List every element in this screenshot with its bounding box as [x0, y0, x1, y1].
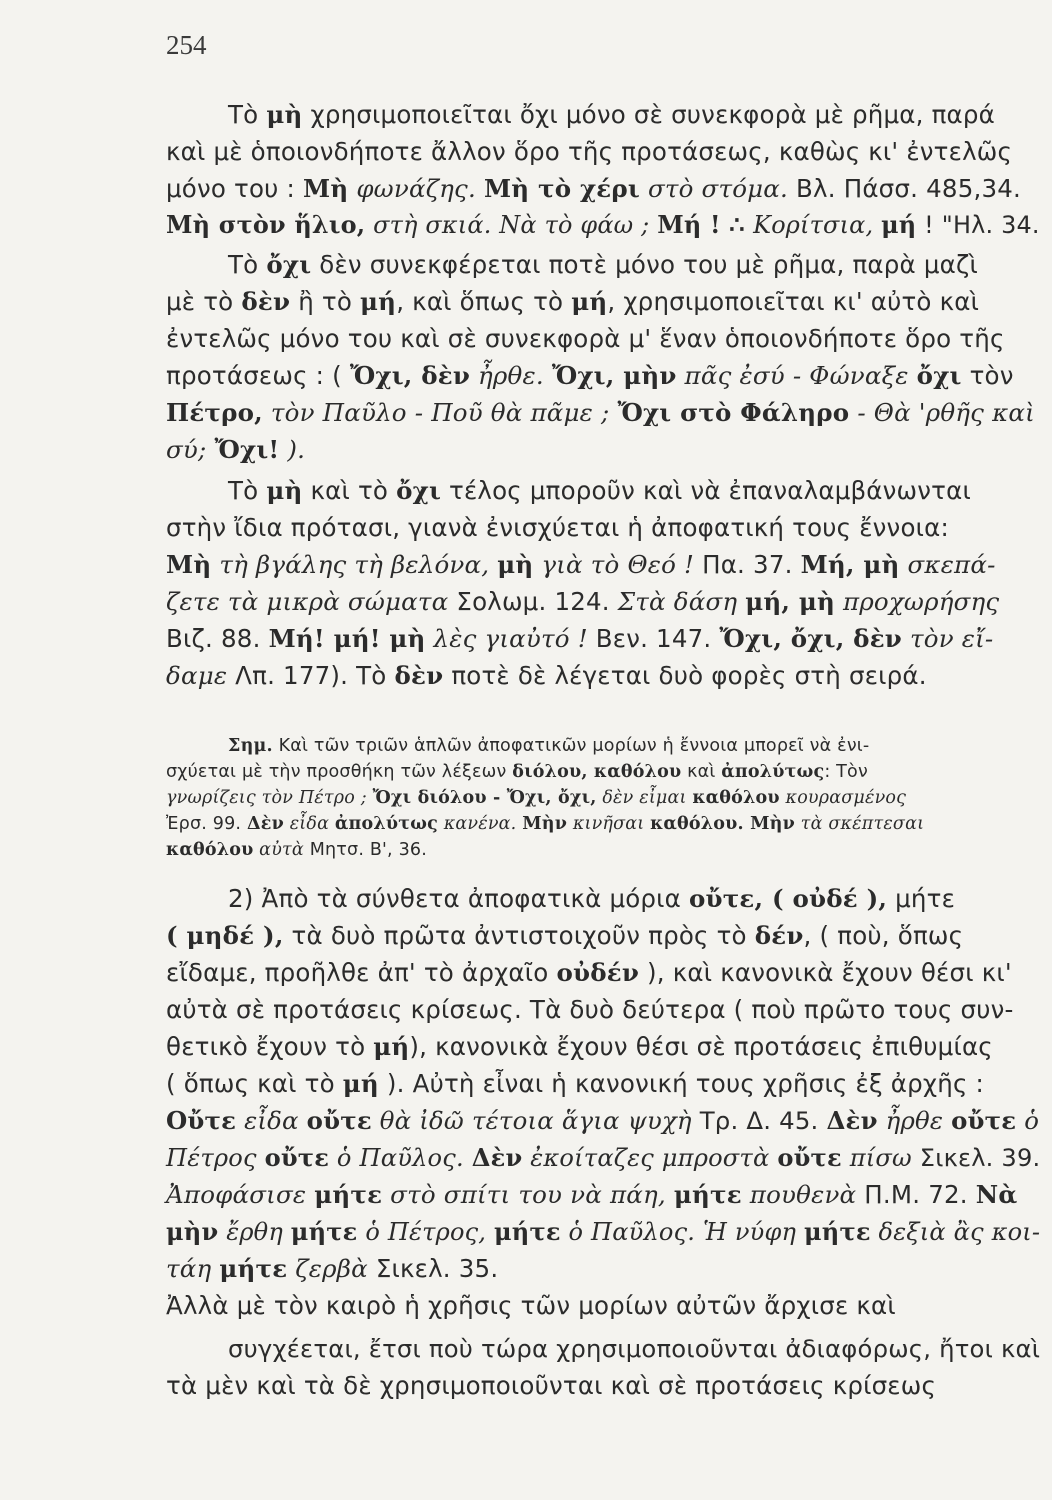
- text-line: [166, 1291, 896, 1320]
- italic-text: αὐτὰ: [253, 840, 310, 860]
- note-line: [166, 814, 924, 834]
- bold-text: ὄχι: [916, 361, 962, 390]
- bold-text: μή, μὴ: [745, 587, 836, 616]
- bold-text: μή: [881, 211, 917, 239]
- text-line: [228, 250, 978, 279]
- bold-text: δὲν: [241, 287, 291, 316]
- bold-text: Δὲν: [826, 1106, 878, 1135]
- bold-text: Νὰ: [975, 1180, 1018, 1209]
- italic-text: λὲς γιαὐτό !: [425, 624, 596, 653]
- text-run: Μητσ. Β', 36.: [309, 840, 428, 860]
- text-line: [166, 550, 996, 579]
- italic-text: δὲν εἶμαι: [596, 788, 693, 808]
- italic-text: ἐκοίταζες μπροστὰ: [522, 1144, 778, 1172]
- italic-text: κινῆσαι: [567, 814, 651, 834]
- bold-text: Ὄχι, μὴν: [551, 361, 677, 390]
- text-run: Βλ. Πάσσ. 485,34.: [796, 174, 1022, 203]
- text-line: [166, 1180, 1017, 1209]
- note-line: [166, 788, 906, 808]
- bold-text: μήτε: [290, 1217, 358, 1246]
- italic-text: τὴ βγάλης τὴ βελόνα,: [211, 550, 498, 579]
- italic-text: γιὰ τὸ Θεό !: [533, 550, 703, 579]
- italic-text: ὁ Παῦλος.: [329, 1144, 472, 1172]
- text-run: μήτε: [887, 884, 956, 913]
- bold-text: Πέτρο,: [166, 398, 263, 427]
- text-run: καὶ: [681, 762, 722, 782]
- bold-text: μήτε: [673, 1180, 742, 1209]
- text-run: τὸν: [961, 361, 1014, 390]
- italic-text: σκεπά-: [899, 550, 996, 579]
- text-line: [166, 287, 979, 316]
- italic-text: Στὰ δάση: [617, 587, 746, 616]
- text-run: 2) Ἀπὸ τὰ σύνθετα ἀποφατικὰ μόρια: [228, 884, 689, 913]
- text-line: [166, 398, 1035, 427]
- bold-text: ἀπολύτως: [721, 762, 825, 782]
- text-line: [166, 174, 1021, 203]
- text-run: σχύεται μὲ τὴν προσθήκη τῶν λέξεων: [166, 762, 513, 782]
- italic-text: Κορίτσια,: [753, 211, 882, 239]
- bold-text: Δὲν: [471, 1143, 523, 1172]
- bold-text: Μή ! ∴: [657, 211, 754, 239]
- text-line: [166, 211, 1040, 239]
- bold-text: Μὴν: [522, 814, 568, 834]
- bold-text: ἀπολύτως: [334, 814, 438, 834]
- bold-text: Μή! μή! μὴ: [268, 624, 426, 653]
- text-run: Τρ. Δ. 45.: [699, 1106, 827, 1135]
- bold-text: μὴ: [497, 550, 534, 579]
- text-line: [228, 1334, 1040, 1363]
- bold-text: μή: [373, 1032, 410, 1061]
- italic-text: γνωρίζεις τὸν Πέτρο ;: [166, 788, 373, 808]
- text-run: Σολωμ. 124.: [456, 587, 618, 616]
- text-run: ποτὲ δὲ λέγεται δυὸ φορὲς στὴ σειρά.: [443, 661, 927, 690]
- bold-text: μήτε: [803, 1217, 871, 1246]
- italic-text: ἦρθε.: [470, 361, 552, 390]
- text-run: Σικελ. 39.: [919, 1144, 1041, 1172]
- bold-text: οὔτε: [777, 1143, 842, 1172]
- bold-text: καθόλου: [692, 788, 780, 808]
- note-line: [166, 762, 868, 782]
- bold-text: μή: [571, 287, 608, 316]
- italic-text: ζερβὰ: [287, 1254, 376, 1283]
- italic-text: Πέτρος: [166, 1144, 265, 1172]
- italic-text: ὁ Παῦλος. Ἡ νύφη: [560, 1218, 804, 1246]
- bold-text: Μὴ: [166, 550, 212, 579]
- bold-text: Σημ.: [228, 736, 273, 756]
- bold-text: μήτε: [494, 1217, 561, 1246]
- text-line: [166, 1032, 993, 1061]
- text-line: [166, 624, 993, 653]
- italic-text: ὁ Πέτρος,: [357, 1218, 494, 1246]
- text-run: προτάσεως : (: [166, 361, 350, 390]
- bold-text: ( μηδέ ),: [166, 921, 284, 950]
- text-run: ), καὶ κανονικὰ ἔχουν θέσι κι': [639, 958, 1012, 987]
- text-run: μόνο του :: [166, 174, 303, 203]
- italic-text: τὰ σκέπτεσαι: [794, 814, 925, 834]
- text-run: μὲ τὸ: [166, 287, 242, 316]
- text-run: αὐτὰ σὲ προτάσεις κρίσεως. Τὰ δυὸ δεύτερα ( ποὺ πρῶτο τους συν-: [166, 995, 1014, 1024]
- text-line: [166, 995, 1014, 1024]
- text-line: [166, 1254, 498, 1283]
- text-run: Σικελ. 35.: [375, 1254, 499, 1283]
- bold-text: Μὴ τὸ χέρι: [483, 174, 640, 203]
- text-run: ! "Ηλ. 34.: [916, 211, 1040, 239]
- note-line: [228, 736, 869, 756]
- text-run: Τὸ: [228, 100, 267, 129]
- text-line: [228, 100, 995, 129]
- italic-text: στὸ στόμα.: [639, 174, 797, 203]
- text-run: Τὸ: [228, 250, 267, 279]
- text-run: εἴδαμε, προῆλθε ἀπ' τὸ ἀρχαῖο: [166, 958, 557, 987]
- text-run: ἐντελῶς μόνο του καὶ σὲ συνεκφορὰ μ' ἕναν ὁποιονδήποτε ὅρο τῆς: [166, 324, 1005, 353]
- italic-text: ὁ: [1016, 1106, 1040, 1135]
- bold-text: ὄχι: [266, 250, 312, 279]
- italic-text: σύ;: [166, 435, 215, 464]
- text-line: [166, 1069, 984, 1098]
- text-line: [166, 435, 305, 464]
- text-run: τέλος μποροῦν καὶ νὰ ἐπαναλαμβάνωνται: [441, 476, 971, 505]
- text-run: τὰ δυὸ πρῶτα ἀντιστοιχοῦν πρὸς τὸ: [283, 921, 755, 950]
- bold-text: Δὲν: [246, 814, 284, 834]
- bold-text: οὔτε: [306, 1106, 372, 1135]
- text-line: [166, 661, 927, 690]
- italic-text: τάη: [166, 1254, 220, 1283]
- bold-text: οὔτε, ( οὐδέ ),: [689, 884, 888, 913]
- bold-text: Μὴ στὸν ἥλιο,: [166, 211, 366, 239]
- italic-text: εἶδα: [283, 814, 335, 834]
- text-run: Ἀλλὰ μὲ τὸν καιρὸ ἡ χρῆσις τῶν μορίων αὐτῶν ἄρχισε καὶ: [166, 1291, 896, 1320]
- text-run: Ἐρσ. 99.: [166, 814, 247, 834]
- text-run: Βιζ. 88.: [166, 624, 269, 653]
- italic-text: - Θὰ 'ρθῆς καὶ: [849, 398, 1035, 427]
- text-line: [166, 324, 1005, 353]
- text-run: τὰ μὲν καὶ τὰ δὲ χρησιμοποιοῦνται καὶ σὲ προτάσεις κρίσεως: [166, 1371, 937, 1400]
- text-line: [166, 513, 949, 542]
- italic-text: ἦρθε: [877, 1106, 952, 1135]
- text-run: Λπ. 177). Τὸ: [235, 661, 395, 690]
- italic-text: ).: [279, 435, 306, 464]
- bold-text: μὴ: [266, 476, 303, 505]
- bold-text: Ὄχι στὸ Φάληρο: [617, 398, 850, 427]
- text-line: [166, 1371, 936, 1400]
- bold-text: Μὴ: [303, 174, 349, 203]
- text-line: [166, 1217, 1040, 1246]
- text-run: καὶ μὲ ὁποιονδήποτε ἄλλον ὅρο τῆς προτάσεως, καθὼς κι' ἐντελῶς: [166, 137, 1013, 166]
- italic-text: στὴ σκιά. Νὰ τὸ φάω ;: [365, 211, 658, 239]
- text-run: Π.Μ. 72.: [864, 1180, 976, 1209]
- page-number: 254: [166, 30, 207, 60]
- italic-text: ζετε τὰ μικρὰ σώματα: [166, 587, 457, 616]
- italic-text: κανένα.: [437, 814, 523, 834]
- bold-text: οὔτε: [951, 1106, 1017, 1135]
- text-run: Πα. 37.: [702, 550, 801, 579]
- bold-text: Ὄχι, ὄχι, δὲν: [719, 624, 902, 653]
- bold-text: Ὄχι!: [214, 435, 280, 464]
- italic-text: τὸν Παῦλο - Ποῦ θὰ πᾶμε ;: [262, 398, 618, 427]
- text-line: [166, 921, 963, 950]
- text-line: [166, 361, 1014, 390]
- italic-text: προχωρήσης: [835, 587, 1000, 616]
- italic-text: πίσω: [841, 1144, 920, 1172]
- text-line: [228, 476, 971, 505]
- text-line: [166, 1143, 1040, 1172]
- text-run: ( ὅπως καὶ τὸ: [166, 1069, 343, 1098]
- italic-text: πουθενὰ: [741, 1180, 865, 1209]
- text-run: στὴν ἴδια πρότασι, γιανὰ ἐνισχύεται ἡ ἀποφατική τους ἔννοια:: [166, 513, 949, 542]
- bold-text: Μή, μὴ: [800, 550, 900, 579]
- text-run: συγχέεται, ἔτσι ποὺ τώρα χρησιμοποιοῦνται ἀδιαφόρως, ἤτοι καὶ: [228, 1334, 1041, 1363]
- text-line: [166, 587, 999, 616]
- bold-text: καθόλου: [166, 840, 254, 860]
- text-run: : Τὸν: [824, 762, 868, 782]
- text-run: Τὸ: [228, 476, 267, 505]
- text-run: ἢ τὸ: [290, 287, 361, 316]
- text-run: καὶ τὸ: [302, 476, 397, 505]
- italic-text: φωνάζης.: [348, 174, 484, 203]
- bold-text: οὔτε: [264, 1143, 330, 1172]
- text-run: ), κανονικὰ ἔχουν θέσι σὲ προτάσεις ἐπιθυμίας: [409, 1032, 993, 1061]
- text-line: [166, 1106, 1039, 1135]
- italic-text: Ἀποφάσισε: [166, 1180, 315, 1209]
- italic-text: κουρασμένος: [779, 788, 907, 808]
- italic-text: πᾶς ἐσύ - Φώναξε: [676, 361, 917, 390]
- italic-text: ἔρθη: [218, 1218, 291, 1246]
- note-line: [166, 840, 427, 860]
- text-run: δὲν συνεκφέρεται ποτὲ μόνο του μὲ ρῆμα, παρὰ μαζὶ: [311, 250, 979, 279]
- bold-text: μή: [342, 1069, 379, 1098]
- text-run: ). Αὐτὴ εἶναι ἡ κανονική τους χρῆσις ἐξ ἀρχῆς :: [378, 1069, 984, 1098]
- bold-text: καθόλου. Μὴν: [650, 814, 795, 834]
- text-run: , χρησιμοποιεῖται κι' αὐτὸ καὶ: [607, 287, 980, 316]
- italic-text: τὸν εἴ-: [902, 624, 994, 653]
- italic-text: δεξιὰ ἂς κοι-: [870, 1218, 1041, 1246]
- bold-text: Ὄχι, δὲν: [349, 361, 471, 390]
- bold-text: μήτε: [314, 1180, 383, 1209]
- text-run: Καὶ τῶν τριῶν ἁπλῶν ἀποφατικῶν μορίων ἡ ἔννοια μπορεῖ νὰ ἐνι-: [272, 736, 870, 756]
- bold-text: οὐδέν: [556, 958, 640, 987]
- bold-text: μή: [360, 287, 397, 316]
- text-run: , ( ποὺ, ὅπως: [803, 921, 964, 950]
- bold-text: διόλου, καθόλου: [512, 762, 682, 782]
- bold-text: δὲν: [394, 661, 444, 690]
- bold-text: μὴν: [166, 1217, 219, 1246]
- bold-text: ὄχι: [396, 476, 442, 505]
- text-line: [228, 884, 955, 913]
- text-run: Βεν. 147.: [595, 624, 720, 653]
- italic-text: θὰ ἰδῶ τέτοια ἅγια ψυχὴ: [371, 1106, 700, 1135]
- text-run: θετικὸ ἔχουν τὸ: [166, 1032, 374, 1061]
- italic-text: δαμε: [166, 661, 236, 690]
- bold-text: μὴ: [266, 100, 303, 129]
- italic-text: στὸ σπίτι του νὰ πάη,: [382, 1180, 674, 1209]
- text-run: , καὶ ὅπως τὸ: [396, 287, 572, 316]
- bold-text: δέν: [754, 921, 804, 950]
- italic-text: εἶδα: [236, 1106, 307, 1135]
- text-line: [166, 958, 1012, 987]
- text-line: [166, 137, 1012, 166]
- bold-text: μήτε: [219, 1254, 288, 1283]
- bold-text: Ὄχι διόλου - Ὄχι, ὄχι,: [372, 788, 597, 808]
- bold-text: Οὔτε: [166, 1106, 237, 1135]
- text-run: χρησιμοποιεῖται ὄχι μόνο σὲ συνεκφορὰ μὲ ρῆμα, παρά: [302, 100, 995, 129]
